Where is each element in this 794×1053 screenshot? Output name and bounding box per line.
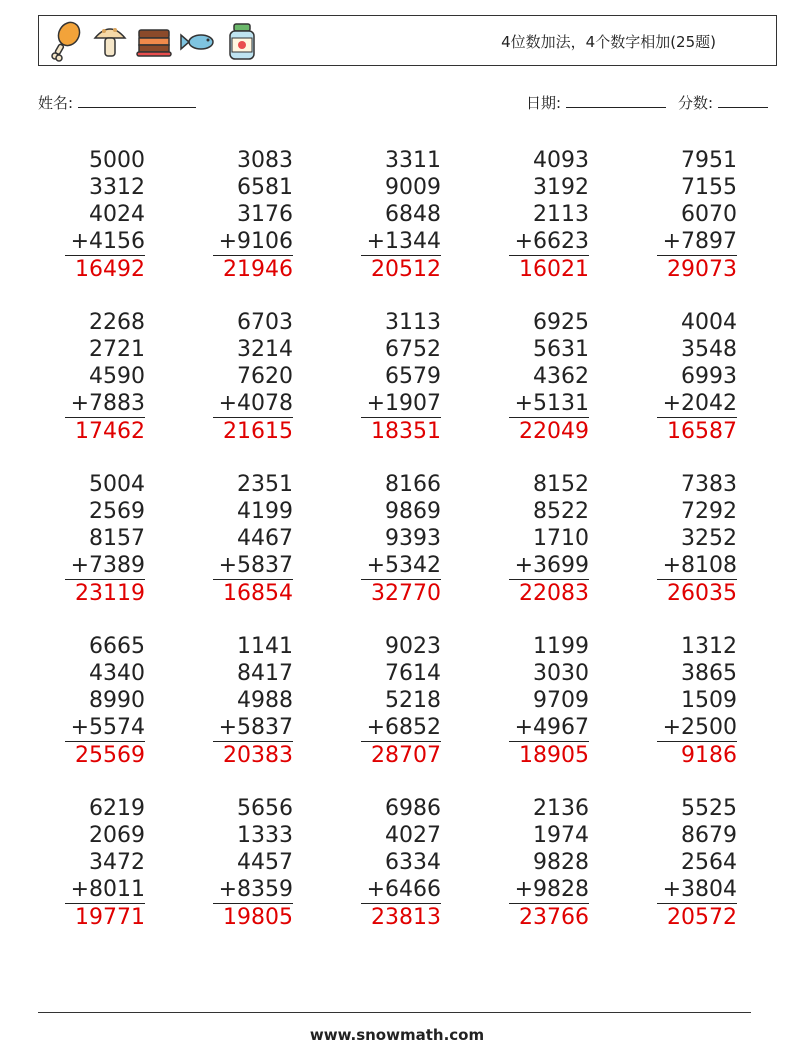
addend: 9009 — [385, 175, 441, 200]
problem — [65, 471, 145, 607]
date-blank[interactable] — [566, 93, 666, 108]
problem — [361, 795, 441, 931]
addend: 5218 — [385, 688, 441, 713]
addend: 5004 — [89, 472, 145, 497]
problem — [361, 633, 441, 769]
addend: 4988 — [237, 688, 293, 713]
addend: 6665 — [89, 634, 145, 659]
name-label: 姓名: — [38, 94, 74, 112]
problem — [213, 795, 293, 931]
problem — [361, 309, 441, 445]
addend: 8522 — [533, 499, 589, 524]
answer: 16854 — [223, 581, 293, 606]
answer: 9186 — [681, 743, 737, 768]
answer: 29073 — [667, 257, 737, 282]
addend-last: +4078 — [213, 390, 293, 418]
problem — [213, 147, 293, 283]
problem — [213, 309, 293, 445]
answer: 22049 — [519, 419, 589, 444]
addend: 4027 — [385, 823, 441, 848]
mushroom-icon — [91, 20, 129, 62]
answer: 17462 — [75, 419, 145, 444]
addend: 3311 — [385, 148, 441, 173]
addend: 4024 — [89, 202, 145, 227]
worksheet-title: 4位数加法，4个数字相加(25题) — [501, 33, 716, 51]
addend: 1974 — [533, 823, 589, 848]
addend: 7155 — [681, 175, 737, 200]
fish-icon — [179, 20, 217, 62]
addend: 6752 — [385, 337, 441, 362]
answer: 18351 — [371, 419, 441, 444]
addend-last: +5574 — [65, 714, 145, 742]
addend: 3113 — [385, 310, 441, 335]
answer: 21946 — [223, 257, 293, 282]
addend: 1141 — [237, 634, 293, 659]
addend-last: +2042 — [657, 390, 737, 418]
problem — [657, 471, 737, 607]
addend-last: +6623 — [509, 228, 589, 256]
problem — [65, 309, 145, 445]
addend-last: +8359 — [213, 876, 293, 904]
addend: 6070 — [681, 202, 737, 227]
addend: 4590 — [89, 364, 145, 389]
problem — [657, 147, 737, 283]
date-label: 日期: — [526, 94, 562, 112]
problem — [657, 309, 737, 445]
answer: 16587 — [667, 419, 737, 444]
addend: 4093 — [533, 148, 589, 173]
addend: 2069 — [89, 823, 145, 848]
addend-last: +8108 — [657, 552, 737, 580]
addend: 7383 — [681, 472, 737, 497]
problem — [509, 795, 589, 931]
addend-last: +5131 — [509, 390, 589, 418]
answer: 20383 — [223, 743, 293, 768]
problem — [509, 309, 589, 445]
addend: 3252 — [681, 526, 737, 551]
footer-site: www.snowmath.com — [309, 1026, 485, 1044]
answer: 22083 — [519, 581, 589, 606]
addend: 1312 — [681, 634, 737, 659]
addend: 3548 — [681, 337, 737, 362]
addend-last: +3804 — [657, 876, 737, 904]
addend: 1333 — [237, 823, 293, 848]
score-field — [678, 92, 768, 113]
addend-last: +1907 — [361, 390, 441, 418]
answer: 19771 — [75, 905, 145, 930]
addend: 3312 — [89, 175, 145, 200]
addend-last: +2500 — [657, 714, 737, 742]
addend-last: +5837 — [213, 714, 293, 742]
answer: 23813 — [371, 905, 441, 930]
answer: 28707 — [371, 743, 441, 768]
addend: 4467 — [237, 526, 293, 551]
answer: 16021 — [519, 257, 589, 282]
addend: 2569 — [89, 499, 145, 524]
problem — [657, 795, 737, 931]
addend: 2721 — [89, 337, 145, 362]
addend: 2564 — [681, 850, 737, 875]
answer: 26035 — [667, 581, 737, 606]
name-blank[interactable] — [78, 93, 196, 108]
addend: 8990 — [89, 688, 145, 713]
addend-last: +9106 — [213, 228, 293, 256]
answer: 23766 — [519, 905, 589, 930]
addend: 9869 — [385, 499, 441, 524]
problem — [65, 633, 145, 769]
answer: 25569 — [75, 743, 145, 768]
addend: 3472 — [89, 850, 145, 875]
addend: 3030 — [533, 661, 589, 686]
header-box — [38, 15, 777, 66]
problem — [657, 633, 737, 769]
addend-last: +4156 — [65, 228, 145, 256]
addend: 1199 — [533, 634, 589, 659]
answer: 16492 — [75, 257, 145, 282]
addend: 6334 — [385, 850, 441, 875]
addend-last: +7389 — [65, 552, 145, 580]
score-label: 分数: — [678, 94, 714, 112]
addend: 3083 — [237, 148, 293, 173]
addend: 2113 — [533, 202, 589, 227]
problem — [65, 147, 145, 283]
answer: 19805 — [223, 905, 293, 930]
problem — [213, 471, 293, 607]
answer: 23119 — [75, 581, 145, 606]
addend: 6581 — [237, 175, 293, 200]
addend: 2351 — [237, 472, 293, 497]
addend: 6703 — [237, 310, 293, 335]
addend: 8157 — [89, 526, 145, 551]
addend: 5656 — [237, 796, 293, 821]
jam-jar-icon — [223, 20, 261, 62]
answer: 18905 — [519, 743, 589, 768]
addend: 2268 — [89, 310, 145, 335]
addend: 8166 — [385, 472, 441, 497]
answer: 21615 — [223, 419, 293, 444]
problem — [361, 471, 441, 607]
score-blank[interactable] — [718, 93, 768, 108]
addend: 5000 — [89, 148, 145, 173]
addend: 3214 — [237, 337, 293, 362]
addend-last: +1344 — [361, 228, 441, 256]
problem — [509, 471, 589, 607]
addend: 9393 — [385, 526, 441, 551]
problem — [361, 147, 441, 283]
name-field — [38, 92, 196, 113]
addend: 3192 — [533, 175, 589, 200]
addend: 7620 — [237, 364, 293, 389]
answer: 20512 — [371, 257, 441, 282]
addend: 5631 — [533, 337, 589, 362]
problem — [65, 795, 145, 931]
addend: 6986 — [385, 796, 441, 821]
addend-last: +6466 — [361, 876, 441, 904]
header-icons — [47, 20, 261, 62]
addend: 9709 — [533, 688, 589, 713]
addend: 6993 — [681, 364, 737, 389]
addend: 8152 — [533, 472, 589, 497]
addend: 6219 — [89, 796, 145, 821]
date-field — [526, 92, 666, 113]
addend: 3865 — [681, 661, 737, 686]
addend: 4457 — [237, 850, 293, 875]
problem — [213, 633, 293, 769]
answer: 20572 — [667, 905, 737, 930]
addend-last: +9828 — [509, 876, 589, 904]
addend: 7951 — [681, 148, 737, 173]
addend: 7614 — [385, 661, 441, 686]
addend: 6848 — [385, 202, 441, 227]
answer: 32770 — [371, 581, 441, 606]
addend: 1710 — [533, 526, 589, 551]
addend-last: +5342 — [361, 552, 441, 580]
addend: 8679 — [681, 823, 737, 848]
addend: 6925 — [533, 310, 589, 335]
footer-divider — [38, 1012, 751, 1013]
addend: 1509 — [681, 688, 737, 713]
addend: 4004 — [681, 310, 737, 335]
problem — [509, 147, 589, 283]
cake-icon — [135, 20, 173, 62]
addend-last: +7897 — [657, 228, 737, 256]
drumstick-icon — [47, 20, 85, 62]
addend-last: +8011 — [65, 876, 145, 904]
addend: 9023 — [385, 634, 441, 659]
addend-last: +6852 — [361, 714, 441, 742]
addend: 9828 — [533, 850, 589, 875]
addend-last: +7883 — [65, 390, 145, 418]
addend: 2136 — [533, 796, 589, 821]
addend: 4199 — [237, 499, 293, 524]
problem — [509, 633, 589, 769]
addend: 4340 — [89, 661, 145, 686]
addend-last: +5837 — [213, 552, 293, 580]
addend: 5525 — [681, 796, 737, 821]
addend-last: +3699 — [509, 552, 589, 580]
addend: 8417 — [237, 661, 293, 686]
addend: 7292 — [681, 499, 737, 524]
addend: 6579 — [385, 364, 441, 389]
addend: 4362 — [533, 364, 589, 389]
addend: 3176 — [237, 202, 293, 227]
addend-last: +4967 — [509, 714, 589, 742]
